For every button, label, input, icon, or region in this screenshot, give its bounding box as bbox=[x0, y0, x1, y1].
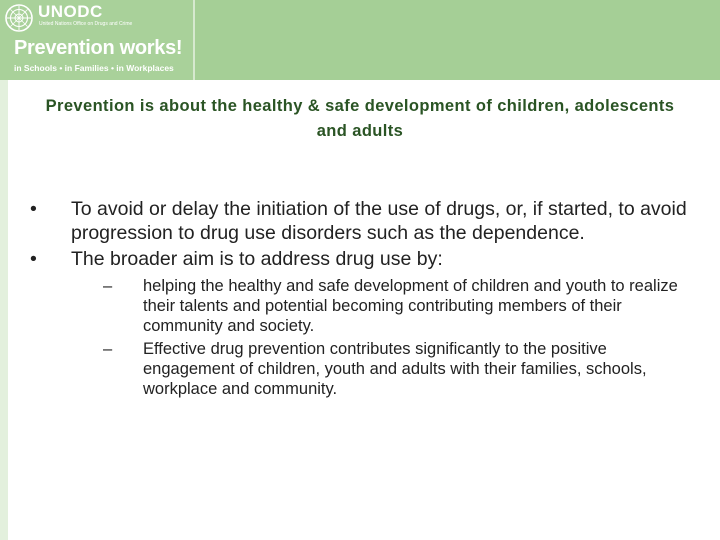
bullet-marker: • bbox=[30, 248, 37, 270]
bullet-item bbox=[30, 197, 698, 245]
left-accent-strip bbox=[0, 80, 8, 540]
un-emblem-icon bbox=[4, 3, 34, 33]
bullet-text: The broader aim is to address drug use by: bbox=[71, 248, 443, 270]
sub-bullet-item bbox=[103, 276, 698, 336]
sub-bullet-item bbox=[103, 339, 698, 399]
bullet-list bbox=[30, 197, 698, 399]
sub-bullet-text: helping the healthy and safe development of children and youth to realize their talents and potential becoming contributing members of their community and society. bbox=[143, 277, 678, 335]
org-full-name: United Nations Office on Drugs and Crime bbox=[39, 21, 133, 27]
sub-bullet-marker: – bbox=[103, 277, 113, 295]
bullet-marker: • bbox=[30, 198, 37, 220]
bullet-text: To avoid or delay the initiation of the use of drugs, or, if started, to avoid progression to drug use disorders such as the dependence. bbox=[71, 198, 687, 244]
bullet-item bbox=[30, 247, 698, 399]
unodc-logo-block bbox=[0, 0, 195, 80]
slide-headline: Prevention is about the healthy & safe development of children, adolescents and adults bbox=[45, 97, 675, 140]
campaign-title: Prevention works! bbox=[14, 37, 183, 59]
sub-bullet-list bbox=[71, 276, 698, 399]
sub-bullet-marker: – bbox=[103, 340, 113, 358]
campaign-subtitle: in Schools • in Families • in Workplaces bbox=[14, 63, 174, 73]
org-name: UNODC bbox=[38, 2, 103, 21]
sub-bullet-text: Effective drug prevention contributes significantly to the positive engagement of children, youth and adults with their families, schools, workplace and community. bbox=[143, 340, 647, 398]
